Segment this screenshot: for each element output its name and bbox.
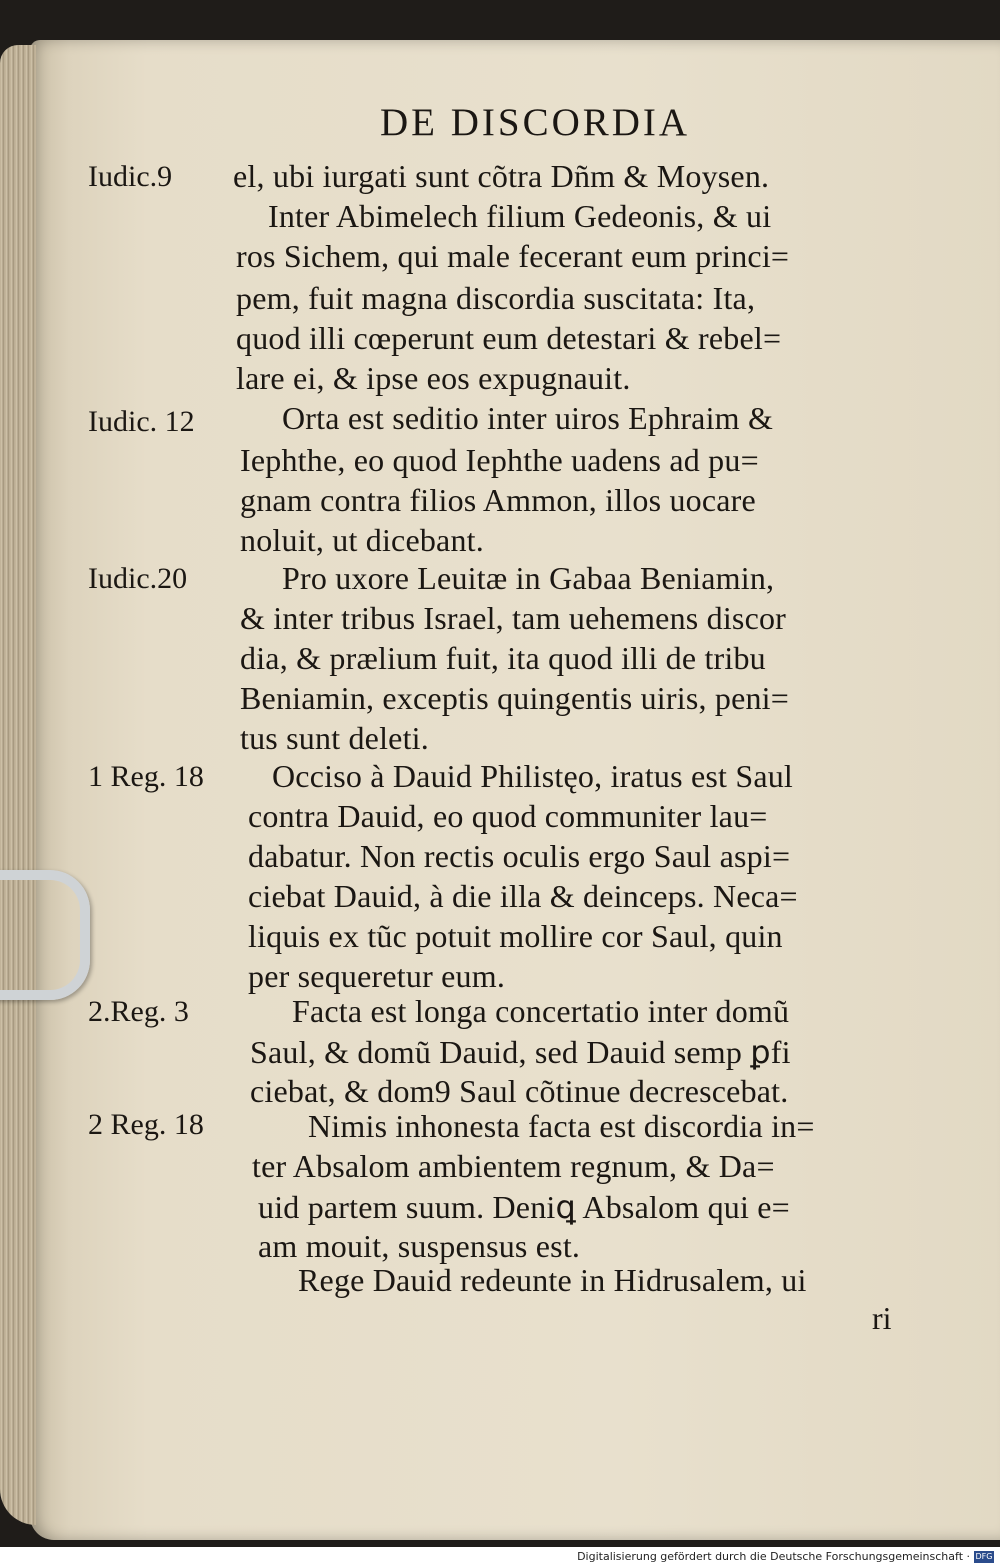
text-line: el, ubi iurgati sunt cõtra Dñm & Moysen.: [233, 158, 770, 194]
margin-ref: Iudic. 12: [88, 405, 195, 438]
margin-ref: 1 Reg. 18: [88, 760, 204, 793]
text-line: noluit, ut dicebant.: [240, 522, 484, 558]
text-line: Iephthe, eo quod Iephthe uadens ad pu=: [240, 442, 759, 478]
margin-ref: 2 Reg. 18: [88, 1108, 204, 1141]
text-line: Occiso à Dauid Philistęo, iratus est Saul: [272, 758, 794, 794]
text-line: uid partem suum. Deniꝗ Absalom qui e=: [258, 1189, 790, 1225]
text-line: dia, & prælium fuit, ita quod illi de tribu: [240, 640, 766, 676]
text-line: per sequeretur eum.: [248, 958, 506, 994]
text-line: dabatur. Non rectis oculis ergo Saul aspi=: [248, 838, 791, 874]
text-line: Saul, & domũ Dauid, sed Dauid semp ꝑfi: [250, 1034, 791, 1070]
text-line: & inter tribus Israel, tam uehemens discor: [240, 600, 787, 636]
margin-ref: Iudic.9: [88, 160, 173, 193]
catchword: ri: [872, 1300, 892, 1336]
text-line: contra Dauid, eo quod communiter lau=: [248, 798, 768, 834]
text-line: quod illi cœperunt eum detestari & rebel=: [236, 320, 782, 356]
footer-credit: Digitalisierung gefördert durch die Deutsche Forschungsgemeinschaft ·: [577, 1550, 970, 1563]
book-clasp: [0, 870, 90, 1000]
text-line: ter Absalom ambientem regnum, & Da=: [252, 1148, 775, 1184]
text-line: Rege Dauid redeunte in Hidrusalem, ui: [298, 1262, 807, 1298]
text-line: Facta est longa concertatio inter domũ: [292, 993, 790, 1029]
text-line: ros Sichem, qui male fecerant eum princi=: [236, 238, 790, 274]
text-line: Orta est seditio inter uiros Ephraim &: [282, 400, 774, 436]
text-line: ciebat Dauid, à die illa & deinceps. Neca=: [248, 878, 798, 914]
text-line: ciebat, & dom9 Saul cõtinue decrescebat.: [250, 1073, 789, 1109]
dfg-logo-icon: DFG: [975, 1552, 993, 1561]
text-line: Pro uxore Leuitæ in Gabaa Beniamin,: [282, 560, 775, 596]
page-edges: [0, 45, 36, 1525]
margin-ref: Iudic.20: [88, 562, 188, 595]
text-line: Nimis inhonesta facta est discordia in=: [308, 1108, 815, 1144]
footer-bar: [0, 1547, 1000, 1565]
text-line: Inter Abimelech filium Gedeonis, & ui: [268, 198, 772, 234]
text-line: am mouit, suspensus est.: [258, 1228, 581, 1264]
text-line: lare ei, & ipse eos expugnauit.: [236, 360, 631, 396]
running-head: DE DISCORDIA: [380, 101, 691, 144]
text-line: liquis ex tũc potuit mollire cor Saul, quin: [248, 918, 783, 954]
margin-ref: 2.Reg. 3: [88, 995, 189, 1028]
text-line: gnam contra filios Ammon, illos uocare: [240, 482, 756, 518]
text-line: pem, fuit magna discordia suscitata: Ita,: [236, 280, 756, 316]
text-line: Beniamin, exceptis quingentis uiris, peni=: [240, 680, 790, 716]
text-line: tus sunt deleti.: [240, 720, 429, 756]
